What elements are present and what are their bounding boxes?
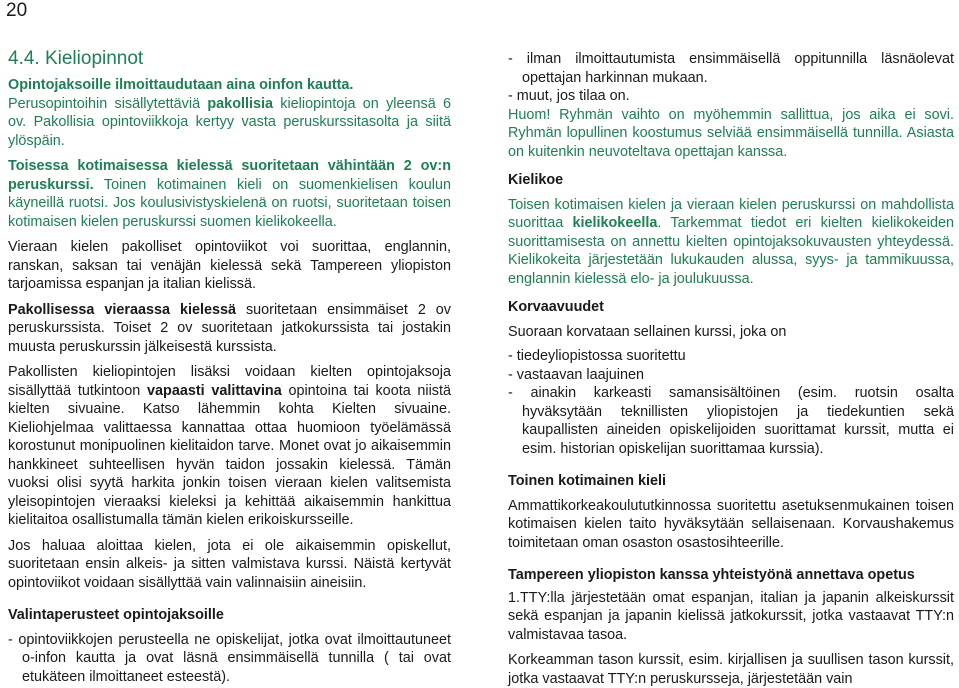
- list-item: - muut, jos tilaa on.: [508, 88, 630, 104]
- paragraph-huom: Huom! Ryhmän vaihto on myöhemmin sallittua, jos aika ei sovi. Ryhmän lopullinen koostumus selviää ensimmäisellä tunnilla. Asiasta on kuitenkin neuvoteltava opettajan kanssa.: [508, 106, 954, 160]
- heading-tampere: Tampereen yliopiston kanssa yhteistyönä annettava opetus: [508, 567, 915, 583]
- list-item: - ainakin karkeasti samansisältöinen (esim. ruotsin osalta hyväksytään teknillisten yliopistojen ja tiedekuntien sekä kaupallisten aineiden opiskelijoiden suorittamat kurssit, mutta ei esim. historian opiskelijan suorittamaa kurssia).: [508, 385, 954, 457]
- paragraph-perusopinnot: Perusopintoihin sisällytettäviä pakollisia kieliopintoja on yleensä 6 ov. Pakollisia opintoviikkoja kertyy vasta peruskurssitasolta ja siitä ylöspäin.: [8, 95, 451, 149]
- paragraph-tampere-1: 1.TTY:lla järjestetään omat espanjan, italian ja japanin alkeiskurssit sekä espanjan ja japanin kielissä jatkokurssit, jotka vastaavat TTY:n valmistavaa tasoa.: [508, 589, 954, 643]
- criteria-list: [8, 631, 451, 687]
- paragraph-vieraan-kielen: Vieraan kielen pakolliset opintoviikot voi suorittaa, englannin, ranskan, saksan tai venäjän kielessä sekä Tampereen yliopiston tarjoamissa espanjan ja italian kielissä.: [8, 239, 451, 292]
- heading-toinen-kotimainen: Toinen kotimainen kieli: [508, 473, 667, 489]
- list-item: - opintoviikkojen perusteella ne opiskelijat, jotka ovat ilmoittautuneet o-infon kautta ja ovat läsnä ensimmäisellä tunnilla ( tai ovat etukäteen ilmoittaneet esteestä).: [8, 631, 451, 685]
- criteria-list-continued: [508, 50, 954, 106]
- paragraph-aloittaa-kielen: Jos haluaa aloittaa kielen, jota ei ole aikaisemmin opiskellut, suoritetaan ensin alkeis- ja sitten valmistava kurssi. Näistä kertyvät opintoviikot voidaan sisällyttää vain valinnaisiin aineisiin.: [8, 537, 451, 591]
- heading-korvaavuudet: Korvaavuudet: [508, 299, 604, 315]
- heading-kielikoe: Kielikoe: [508, 172, 564, 188]
- left-column: [8, 48, 451, 686]
- paragraph-pakollinen-vieras: Pakollisessa vieraassa kielessä suoritetaan ensimmäiset 2 ov peruskurssista. Toiset 2 ov suoritetaan jatkokurssista tai jostakin muusta peruskurssin jälkeisestä kurssista.: [8, 301, 452, 355]
- list-item: - vastaavan laajuinen: [508, 366, 645, 383]
- right-column: [508, 50, 954, 688]
- list-item: - tiedeyliopistossa suoritettu: [508, 348, 686, 364]
- subtitle: Opintojaksoille ilmoittaudutaan aina oinfon kautta.: [8, 77, 354, 93]
- paragraph-toinen-kotimainen: Toisessa kotimaisessa kielessä suoritetaan vähintään 2 ov:n peruskurssi. Toinen kotimainen kieli on suomenkielisen koulun käyneillä ruotsi. Jos koulusivistyskielenä on ruotsi, suoritetaan toisen kotimaisen kielen peruskurssi suomen kielikokeella.: [8, 158, 451, 230]
- paragraph-pakollisten-lisaksi: Pakollisten kieliopintojen lisäksi voidaan kielten opintojaksoja sisällyttää tutkintoon vapaasti valittavina opintoina tai koota niistä kielten sivuaine. Katso lähemmin kohta Kielten sivuaine. Kieliohjelmaa valittaessa kannattaa ottaa huomioon työelämässä korostunut monipuolinen kielitaidon tarve. Monet ovat jo aikaisemmin hankkineet suhteellisen hyvän taidon jossakin kielessä. Tämän vuoksi olisi syytä harkita jonkin toisen vieraan kielen valitsemista yleisopintojen vieraaksi kieleksi ja kehittää aikaisemmin hankittua kielitaitoa osallistumalla tämän kielen erikoiskursseille.: [8, 364, 452, 528]
- section-heading: 4.4. Kieliopinnot: [8, 48, 144, 69]
- paragraph-kielikoe: Toisen kotimaisen kielen ja vieraan kielen peruskurssi on mahdollista suorittaa kielikokeella. Tarkemmat tiedot eri kielten kielikokeiden suorittamisesta on annettu kielten opintojaksokuvausten yhteydessä. Kielikokeita järjestetään lukukauden alussa, syys- ja tammikuussa, englannin kielessä elo- ja joulukuussa.: [508, 196, 954, 287]
- paragraph-tampere-2: Korkeamman tason kurssit, esim. kirjallisen ja suullisen tason kurssit, jotka vastaavat TTY:n peruskursseja, järjestetään vain: [508, 652, 954, 687]
- paragraph-toinen-kotimainen-korvaus: Ammattikorkeakoulututkinnossa suoritettu asetuksenmukainen toisen kotimaisen kielen taito hyväksytään sellaisenaan. Korvaushakemus toimitetaan oman osaston osastosihteerille.: [508, 497, 954, 551]
- heading-valintaperusteet: Valintaperusteet opintojaksoille: [8, 607, 224, 623]
- paragraph-korvaavuudet-intro: Suoraan korvataan sellainen kurssi, joka on: [508, 323, 787, 340]
- korvaavuudet-list: [508, 347, 954, 458]
- list-item: - ilman ilmoittautumista ensimmäisellä oppitunnilla läsnäolevat opettajan harkinnan mukaan.: [508, 51, 954, 86]
- page-number: 20: [6, 0, 28, 21]
